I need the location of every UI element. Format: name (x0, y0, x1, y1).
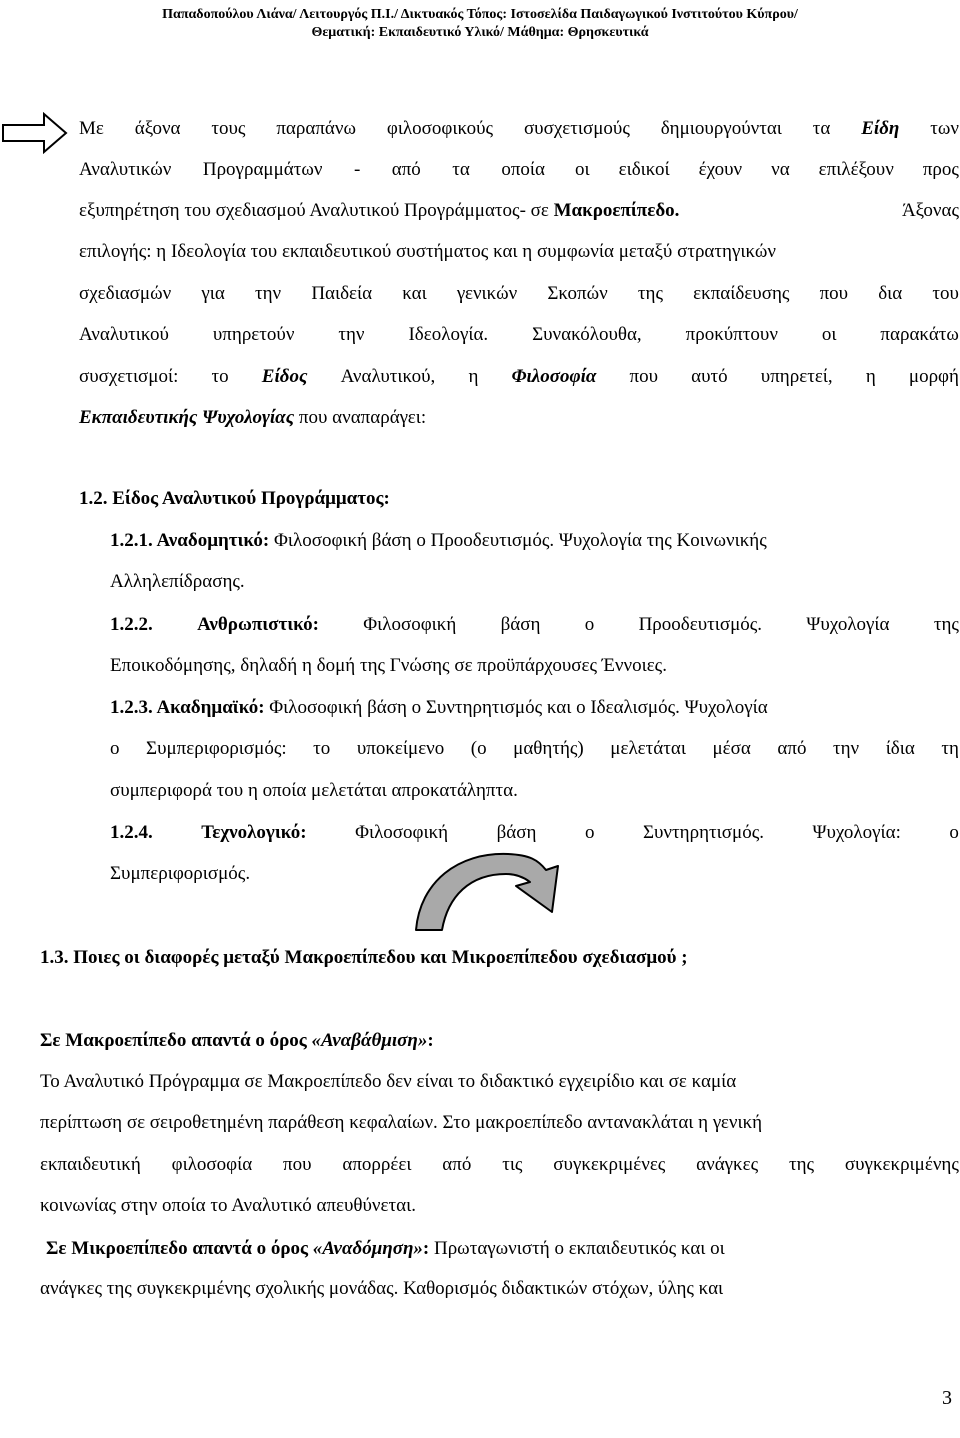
macro-line-4: κοινωνίας στην οποία το Αναλυτικό απευθύνεται. (40, 1195, 416, 1216)
intro-line-6: Αναλυτικού υπηρετούν την Ιδεολογία. Συνακόλουθα, προκύπτουν οι παρακάτω (79, 324, 959, 345)
term-eidi: Είδη (861, 118, 900, 139)
intro-line-3: εξυπηρέτηση του σχεδιασμού Αναλυτικού Προγράμματος- σε Μακροεπίπεδο. Άξονας (79, 200, 959, 221)
item-1-2-3: 1.2.3. Ακαδημαϊκό: Φιλοσοφική βάση ο Συντηρητισμός και ο Ιδεαλισμός. Ψυχολογία (110, 697, 768, 718)
macro-heading: Σε Μακροεπίπεδο απαντά ο όρος «Αναβάθμιση»: (40, 1030, 434, 1051)
item-1-2-2: 1.2.2. Ανθρωπιστικό: Φιλοσοφική βάση ο Προοδευτισμός. Ψυχολογία της (110, 614, 959, 635)
macro-line-1: Το Αναλυτικό Πρόγραμμα σε Μακροεπίπεδο δεν είναι το διδακτικό εγχειρίδιο και σε καμία (40, 1071, 737, 1092)
page-number: 3 (942, 1387, 952, 1409)
intro-line-1: Με άξονα τους παραπάνω φιλοσοφικούς συσχετισμούς δημιουργούνται τα Είδη των (79, 116, 959, 142)
intro-line-7: συσχετισμοί: το Είδος Αναλυτικού, η Φιλοσοφία που αυτό υπηρετεί, η μορφή (79, 366, 959, 387)
macro-line-3: εκπαιδευτική φιλοσοφία που απορρέει από τις συγκεκριμένες ανάγκες της συγκεκριμένης (40, 1154, 959, 1175)
item-1-2-1: 1.2.1. Αναδομητικό: Φιλοσοφική βάση ο Προοδευτισμός. Ψυχολογία της Κοινωνικής (110, 530, 767, 551)
item-1-2-1-cont: Αλληλεπίδρασης. (110, 571, 245, 592)
item-1-2-4-cont: Συμπεριφορισμός. (110, 863, 251, 884)
section-1-3-title: 1.3. Ποιες οι διαφορές μεταξύ Μακροεπίπεδου και Μικροεπίπεδου σχεδιασμού ; (40, 947, 688, 968)
curved-arrow-icon (412, 846, 568, 936)
intro-line-8: Εκπαιδευτικής Ψυχολογίας που αναπαράγει: (79, 407, 427, 428)
right-arrow-icon (2, 112, 68, 154)
intro-line-4: επιλογής: η Ιδεολογία του εκπαιδευτικού συστήματος και η συμφωνία μεταξύ στρατηγικών (79, 241, 776, 262)
item-1-2-2-cont: Εποικοδόμησης, δηλαδή η δομή της Γνώσης σε προϋπάρχουσες Έννοιες. (110, 655, 667, 676)
micro-line-2: ανάγκες της συγκεκριμένης σχολικής μονάδας. Καθορισμός διδακτικών στόχων, ύλης και (40, 1278, 724, 1299)
header-line-2: Θεματική: Εκπαιδευτικό Υλικό/ Μάθημα: Θρησκευτικά (311, 25, 649, 40)
macro-line-2: περίπτωση σε σειροθετημένη παράθεση κεφαλαίων. Στο μακροεπίπεδο αντανακλάται η γενική (40, 1112, 763, 1133)
intro-line-2: Αναλυτικών Προγραμμάτων - από τα οποία οι ειδικοί έχουν να επιλέξουν προς (79, 159, 959, 180)
section-1-2-title: 1.2. Είδος Αναλυτικού Προγράμματος: (79, 488, 390, 509)
item-1-2-4: 1.2.4. Τεχνολογικό: Φιλοσοφική βάση ο Συντηρητισμός. Ψυχολογία: ο (110, 822, 959, 843)
term-makroepipedo: Μακροεπίπεδο. (553, 200, 680, 221)
item-1-2-3-line-3: συμπεριφορά του η οποία μελετάται απροκατάληπτα. (110, 780, 518, 801)
micro-heading: Σε Μικροεπίπεδο απαντά ο όρος «Αναδόμηση»: Πρωταγωνιστή ο εκπαιδευτικός και οι (46, 1238, 725, 1259)
item-1-2-3-line-2: ο Συμπεριφορισμός: το υποκείμενο (ο μαθητής) μελετάται μέσα από την ίδια τη (110, 738, 959, 759)
header-line-1: Παπαδοπούλου Λιάνα/ Λειτουργός Π.Ι./ Δικτυακός Τόπος: Ιστοσελίδα Παιδαγωγικού Ινστιτούτου Κύπρου/ (162, 7, 798, 22)
intro-line-5: σχεδιασμών για την Παιδεία και γενικών Σκοπών της εκπαίδευσης που δια του (79, 283, 959, 304)
